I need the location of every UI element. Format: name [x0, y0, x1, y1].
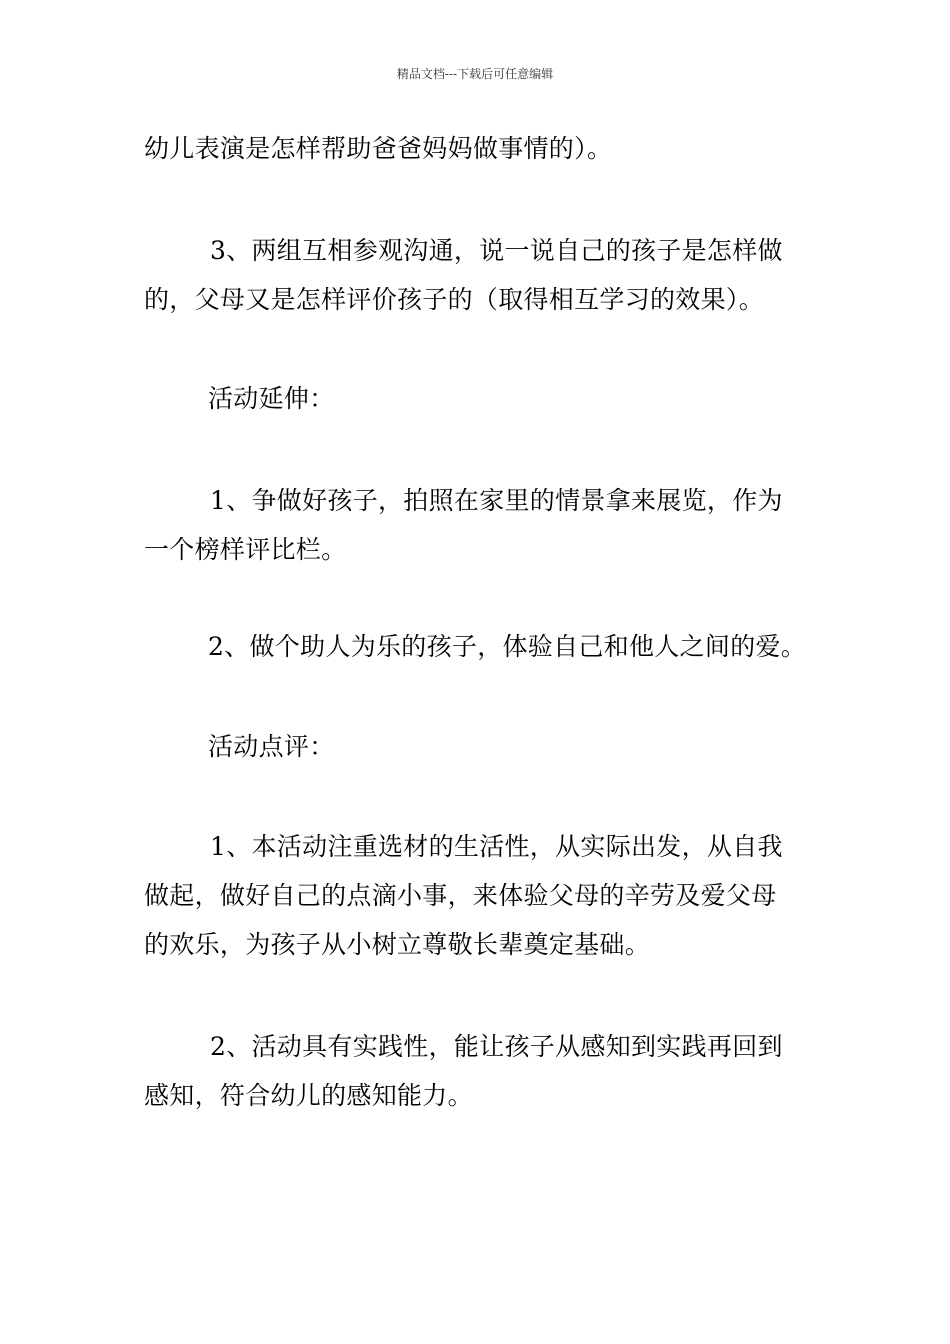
paragraph-line: 活动延伸：	[208, 384, 335, 413]
paragraph-line: 幼儿表演是怎样帮助爸爸妈妈做事情的）。	[144, 134, 613, 163]
paragraph-line: 的欢乐，为孩子从小树立尊敬长辈奠定基础。	[144, 930, 651, 959]
paragraph-4	[144, 622, 808, 671]
paragraph-line: 做起，做好自己的点滴小事，来体验父母的辛劳及爱父母	[144, 881, 777, 910]
paragraph-line: 2、做个助人为乐的孩子，体验自己和他人之间的爱。	[208, 632, 807, 661]
paragraph-line: 的，父母又是怎样评价孩子的（取得相互学习的效果）。	[144, 285, 765, 314]
paragraph-6	[144, 1022, 808, 1120]
paragraph-line: 1、争做好孩子，拍照在家里的情景拿来展览，作为	[210, 486, 783, 515]
paragraph-line: 一个榜样评比栏。	[144, 535, 347, 564]
paragraph-line: 3、两组互相参观沟通，说一说自己的孩子是怎样做	[210, 236, 783, 265]
paragraph-line: 1、本活动注重选材的生活性，从实际出发，从自我	[210, 832, 783, 861]
paragraph-line: 感知，符合幼儿的感知能力。	[144, 1081, 473, 1110]
paragraph-1	[144, 124, 808, 173]
paragraph-line: 活动点评：	[208, 732, 335, 761]
paragraph-2	[144, 226, 808, 324]
section-heading-review	[144, 722, 808, 771]
paragraph-3	[144, 476, 808, 574]
paragraph-5	[144, 822, 808, 969]
page-header: 精品文档---下载后可任意编辑	[396, 67, 554, 81]
paragraph-line: 2、活动具有实践性，能让孩子从感知到实践再回到	[210, 1032, 783, 1061]
section-heading-extension	[144, 374, 808, 423]
